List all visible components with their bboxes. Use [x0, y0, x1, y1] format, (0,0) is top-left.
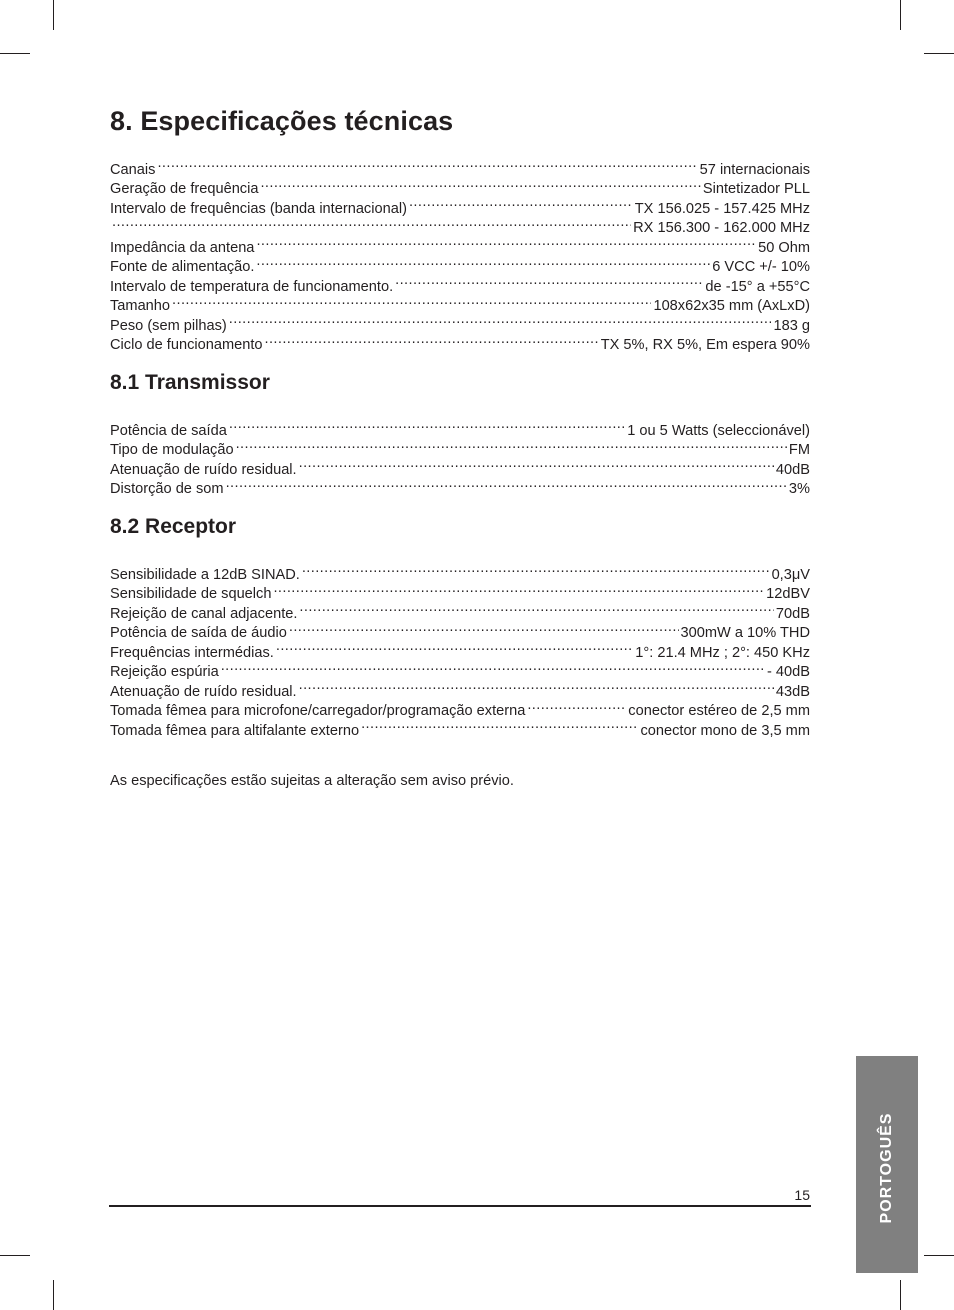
spec-value: 108x62x35 mm (AxLxD)	[653, 298, 810, 314]
spec-label: Atenuação de ruído residual.	[110, 461, 297, 478]
spec-row	[110, 559, 810, 583]
spec-value: - 40dB	[767, 664, 810, 680]
spec-value: de -15° a +55°C	[705, 278, 810, 295]
spec-value: 0,3μV	[771, 566, 810, 583]
spec-label: Frequências intermédias.	[110, 644, 274, 661]
spec-label: Potência de saída	[110, 422, 227, 439]
dot-leader	[276, 637, 633, 657]
dot-leader	[229, 415, 625, 435]
crop-mark	[0, 53, 30, 54]
spec-row	[110, 154, 810, 178]
transmitter-spec-list	[110, 415, 810, 497]
dot-leader	[527, 696, 626, 716]
spec-label: Intervalo de temperatura de funcionamento.	[110, 278, 394, 295]
receiver-heading: 8.2 Receptor	[110, 515, 237, 538]
spec-value: FM	[788, 442, 810, 458]
spec-value: TX 5%, RX 5%, Em espera 90%	[600, 337, 810, 353]
spec-label: Peso (sem pilhas)	[110, 317, 227, 334]
spec-value: RX 156.300 - 162.000 MHz	[633, 220, 810, 236]
spec-value: 70dB	[775, 605, 810, 622]
crop-mark	[900, 0, 901, 30]
crop-mark	[53, 1280, 54, 1310]
dot-leader	[302, 559, 770, 579]
dot-leader	[236, 435, 787, 455]
dot-leader	[265, 330, 599, 350]
spec-value: TX 156.025 - 157.425 MHz	[634, 200, 810, 217]
spec-value: 6 VCC +/- 10%	[712, 259, 810, 275]
spec-label: Ciclo de funcionamento	[110, 337, 263, 353]
spec-value: 300mW a 10% THD	[680, 625, 810, 641]
spec-value: 12dBV	[766, 586, 810, 602]
spec-value: 40dB	[775, 461, 810, 478]
dot-leader	[299, 454, 774, 474]
spec-label: Rejeição espúria	[110, 664, 219, 680]
spec-label: Geração de frequência	[110, 181, 259, 197]
spec-value: conector estéreo de 2,5 mm	[628, 703, 810, 719]
spec-label: Intervalo de frequências (banda internacional)	[110, 200, 407, 217]
dot-leader	[112, 213, 631, 233]
dot-leader	[256, 252, 710, 272]
spec-value: Sintetizador PLL	[702, 181, 810, 197]
crop-mark	[924, 1255, 954, 1256]
spec-label: Potência de saída de áudio	[110, 625, 287, 641]
spec-value: 183 g	[773, 317, 810, 334]
dot-leader	[226, 474, 787, 494]
dot-leader	[229, 310, 772, 330]
crop-mark	[0, 1255, 30, 1256]
dot-leader	[157, 154, 697, 174]
spec-label: Impedância da antena	[110, 239, 255, 256]
spec-row	[110, 415, 810, 439]
spec-label: Rejeição de canal adjacente.	[110, 605, 298, 622]
page-title: 8. Especificações técnicas	[110, 106, 454, 136]
dot-leader	[221, 657, 765, 677]
disclaimer-note: As especificações estão sujeitas a alteração sem aviso prévio.	[110, 773, 514, 789]
spec-label: Fonte de alimentação.	[110, 259, 255, 275]
spec-label: Tomada fêmea para altifalante externo	[110, 722, 360, 739]
dot-leader	[172, 291, 651, 311]
dot-leader	[273, 579, 764, 599]
dot-leader	[361, 715, 638, 735]
spec-row	[110, 232, 810, 256]
spec-value: 43dB	[775, 683, 810, 700]
dot-leader	[260, 174, 700, 194]
spec-label: Sensibilidade a 12dB SINAD.	[110, 566, 300, 583]
spec-label: Tipo de modulação	[110, 442, 234, 458]
spec-value: 57 internacionais	[699, 161, 810, 178]
general-spec-list	[110, 154, 810, 353]
spec-value: 3%	[788, 481, 810, 497]
crop-mark	[924, 53, 954, 54]
spec-label: Distorção de som	[110, 481, 224, 497]
spec-value: 1 ou 5 Watts (seleccionável)	[627, 422, 810, 439]
spec-label: Atenuação de ruído residual.	[110, 683, 297, 700]
transmitter-heading: 8.1 Transmissor	[110, 371, 270, 394]
receiver-spec-list	[110, 559, 810, 739]
page-number: 15	[794, 1187, 810, 1203]
dot-leader	[289, 618, 679, 638]
language-tab-label: PORTOGUÊS	[878, 1112, 895, 1224]
crop-mark	[900, 1280, 901, 1310]
language-tab	[856, 1056, 918, 1273]
crop-mark	[53, 0, 54, 30]
spec-row	[110, 310, 810, 334]
dot-leader	[299, 676, 774, 696]
dot-leader	[299, 598, 773, 618]
dot-leader	[395, 271, 703, 291]
spec-value: 50 Ohm	[758, 239, 810, 256]
spec-label: Sensibilidade de squelch	[110, 586, 272, 602]
dot-leader	[256, 232, 756, 252]
dot-leader	[409, 193, 633, 213]
spec-label: Tomada fêmea para microfone/carregador/programação externa	[110, 703, 526, 719]
footer-rule	[109, 1205, 811, 1207]
spec-value: conector mono de 3,5 mm	[640, 722, 810, 739]
spec-label: Tamanho	[110, 298, 171, 314]
spec-label: Canais	[110, 161, 156, 178]
spec-value: 1°: 21.4 MHz ; 2°: 450 KHz	[635, 644, 810, 661]
